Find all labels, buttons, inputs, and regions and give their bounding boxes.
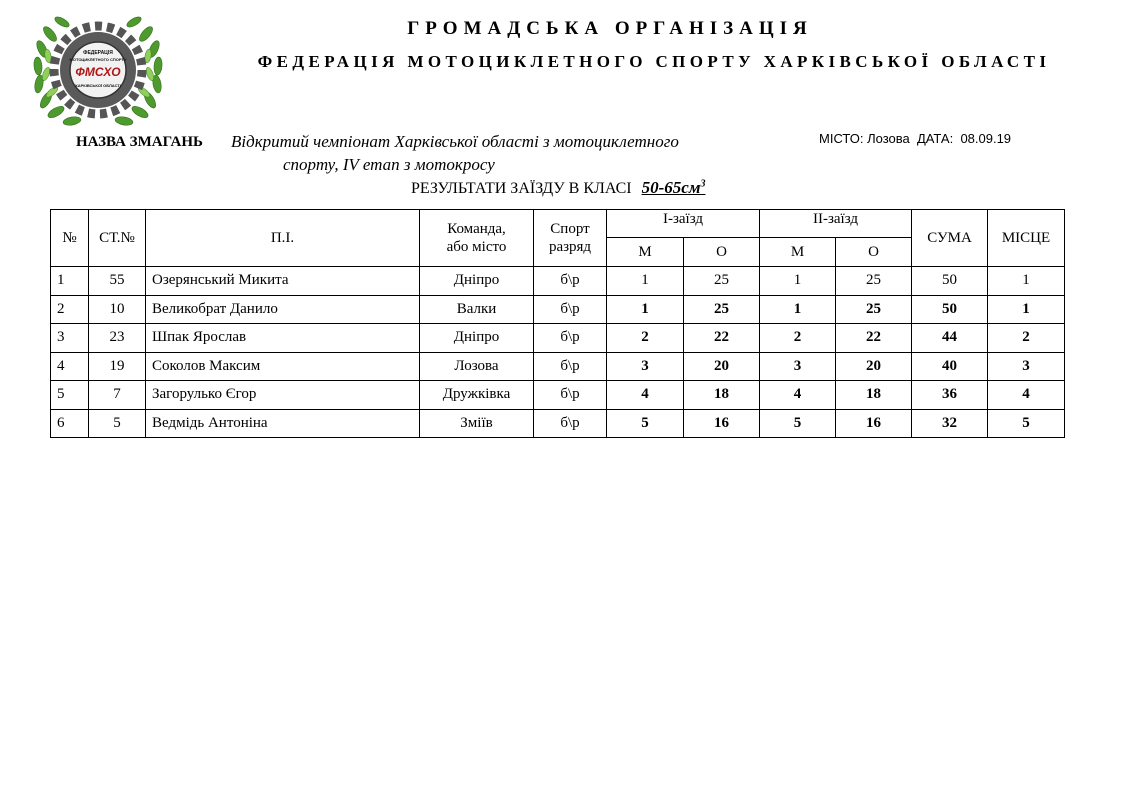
race1-o-cell: 20 <box>684 352 760 381</box>
sport-rank-cell: б\р <box>534 324 607 353</box>
row-num-cell: 6 <box>51 409 89 438</box>
rider-name-cell: Озерянський Микита <box>146 267 420 296</box>
row-num-cell: 2 <box>51 295 89 324</box>
header-name: П.І. <box>146 210 420 267</box>
org-title-line1: ГРОМАДСЬКА ОРГАНІЗАЦІЯ <box>407 18 813 39</box>
header-rank-line2: разряд <box>548 239 592 255</box>
place-cell: 3 <box>988 352 1065 381</box>
competition-name-line2: спорту, IV етап з мотокросу <box>283 155 495 174</box>
sum-cell: 50 <box>912 267 988 296</box>
header-rank-line1: Спорт <box>550 221 590 237</box>
table-row <box>51 324 1065 353</box>
sport-rank-cell: б\р <box>534 409 607 438</box>
place-date: МІСТО: Лозова ДАТА: 08.09.19 <box>819 131 1012 146</box>
sum-cell: 36 <box>912 381 988 410</box>
header-num: № <box>51 210 89 267</box>
place-cell: 2 <box>988 324 1065 353</box>
results-title-text: РЕЗУЛЬТАТИ ЗАЇЗДУ В КЛАСІ <box>411 180 632 197</box>
race1-m-cell: 1 <box>607 295 684 324</box>
header-race2-m: М <box>760 238 836 267</box>
class-name <box>642 178 706 197</box>
race2-m-cell: 3 <box>760 352 836 381</box>
org-title-line2: ФЕДЕРАЦІЯ МОТОЦИКЛЕТНОГО СПОРТУ ХАРКІВСЬКОЇ ОБЛАСТІ <box>257 52 1051 71</box>
race2-o-cell: 25 <box>836 267 912 296</box>
place-cell: 1 <box>988 267 1065 296</box>
sport-rank-cell: б\р <box>534 381 607 410</box>
rider-name-cell: Соколов Максим <box>146 352 420 381</box>
team-cell: Дружківка <box>420 381 534 410</box>
logo-abbr: ФМСХО <box>75 65 121 79</box>
header-race1-m: М <box>607 238 684 267</box>
header-race1: І-заїзд <box>607 210 760 238</box>
race2-m-cell: 4 <box>760 381 836 410</box>
race1-m-cell: 4 <box>607 381 684 410</box>
rider-name-cell: Загорулько Єгор <box>146 381 420 410</box>
table-row <box>51 352 1065 381</box>
race1-m-cell: 5 <box>607 409 684 438</box>
sum-cell: 50 <box>912 295 988 324</box>
race1-o-cell: 25 <box>684 295 760 324</box>
race2-o-cell: 20 <box>836 352 912 381</box>
header-team <box>420 210 534 267</box>
start-num-cell: 23 <box>89 324 146 353</box>
table-row <box>51 381 1065 410</box>
race1-m-cell: 1 <box>607 267 684 296</box>
row-num-cell: 1 <box>51 267 89 296</box>
competition-label: НАЗВА ЗМАГАНЬ <box>76 134 203 150</box>
table-body <box>51 267 1065 438</box>
race2-o-cell: 18 <box>836 381 912 410</box>
sport-rank-cell: б\р <box>534 267 607 296</box>
table-row <box>51 409 1065 438</box>
race2-m-cell: 1 <box>760 295 836 324</box>
header-race2: ІІ-заїзд <box>760 210 912 238</box>
place-cell: 5 <box>988 409 1065 438</box>
start-num-cell: 7 <box>89 381 146 410</box>
sport-rank-cell: б\р <box>534 352 607 381</box>
race1-o-cell: 22 <box>684 324 760 353</box>
table-row <box>51 295 1065 324</box>
race1-o-cell: 25 <box>684 267 760 296</box>
results-table <box>50 209 1065 438</box>
team-cell: Лозова <box>420 352 534 381</box>
race2-m-cell: 1 <box>760 267 836 296</box>
logo-text-top: ФЕДЕРАЦІЯ <box>83 50 113 56</box>
place-cell: 1 <box>988 295 1065 324</box>
race2-m-cell: 2 <box>760 324 836 353</box>
header-rank <box>534 210 607 267</box>
competition-name-line1: Відкритий чемпіонат Харківської області з мотоциклетного <box>231 132 679 151</box>
place-cell: 4 <box>988 381 1065 410</box>
row-num-cell: 4 <box>51 352 89 381</box>
header-team-line2: або місто <box>446 239 507 255</box>
class-sup: 3 <box>700 178 706 190</box>
race1-m-cell: 2 <box>607 324 684 353</box>
race2-o-cell: 16 <box>836 409 912 438</box>
row-num-cell: 3 <box>51 324 89 353</box>
race2-o-cell: 25 <box>836 295 912 324</box>
race1-o-cell: 18 <box>684 381 760 410</box>
rider-name-cell: Шпак Ярослав <box>146 324 420 353</box>
rider-name-cell: Ведмідь Антоніна <box>146 409 420 438</box>
race1-o-cell: 16 <box>684 409 760 438</box>
rider-name-cell: Великобрат Данило <box>146 295 420 324</box>
header-start-num: СТ.№ <box>89 210 146 267</box>
class-value: 50-65см <box>641 178 701 197</box>
start-num-cell: 55 <box>89 267 146 296</box>
race1-m-cell: 3 <box>607 352 684 381</box>
logo-text-bottom: ХАРКІВСЬКОЇ ОБЛАСТІ <box>75 83 121 88</box>
race2-o-cell: 22 <box>836 324 912 353</box>
sport-rank-cell: б\р <box>534 295 607 324</box>
team-cell: Дніпро <box>420 324 534 353</box>
sum-cell: 44 <box>912 324 988 353</box>
sum-cell: 32 <box>912 409 988 438</box>
start-num-cell: 19 <box>89 352 146 381</box>
row-num-cell: 5 <box>51 381 89 410</box>
race2-m-cell: 5 <box>760 409 836 438</box>
team-cell: Дніпро <box>420 267 534 296</box>
federation-logo <box>28 8 168 132</box>
header-race1-o: О <box>684 238 760 267</box>
header-race2-o: О <box>836 238 912 267</box>
team-cell: Зміїв <box>420 409 534 438</box>
header-sum: СУМА <box>912 210 988 267</box>
header-place: МІСЦЕ <box>988 210 1065 267</box>
results-title <box>411 178 705 198</box>
table-row <box>51 267 1065 296</box>
start-num-cell: 10 <box>89 295 146 324</box>
header-team-line1: Команда, <box>447 221 506 237</box>
sum-cell: 40 <box>912 352 988 381</box>
start-num-cell: 5 <box>89 409 146 438</box>
team-cell: Валки <box>420 295 534 324</box>
table-header-row <box>51 210 1065 238</box>
logo-text-2: МОТОЦИКЛЕТНОГО СПОРТУ <box>69 57 127 62</box>
